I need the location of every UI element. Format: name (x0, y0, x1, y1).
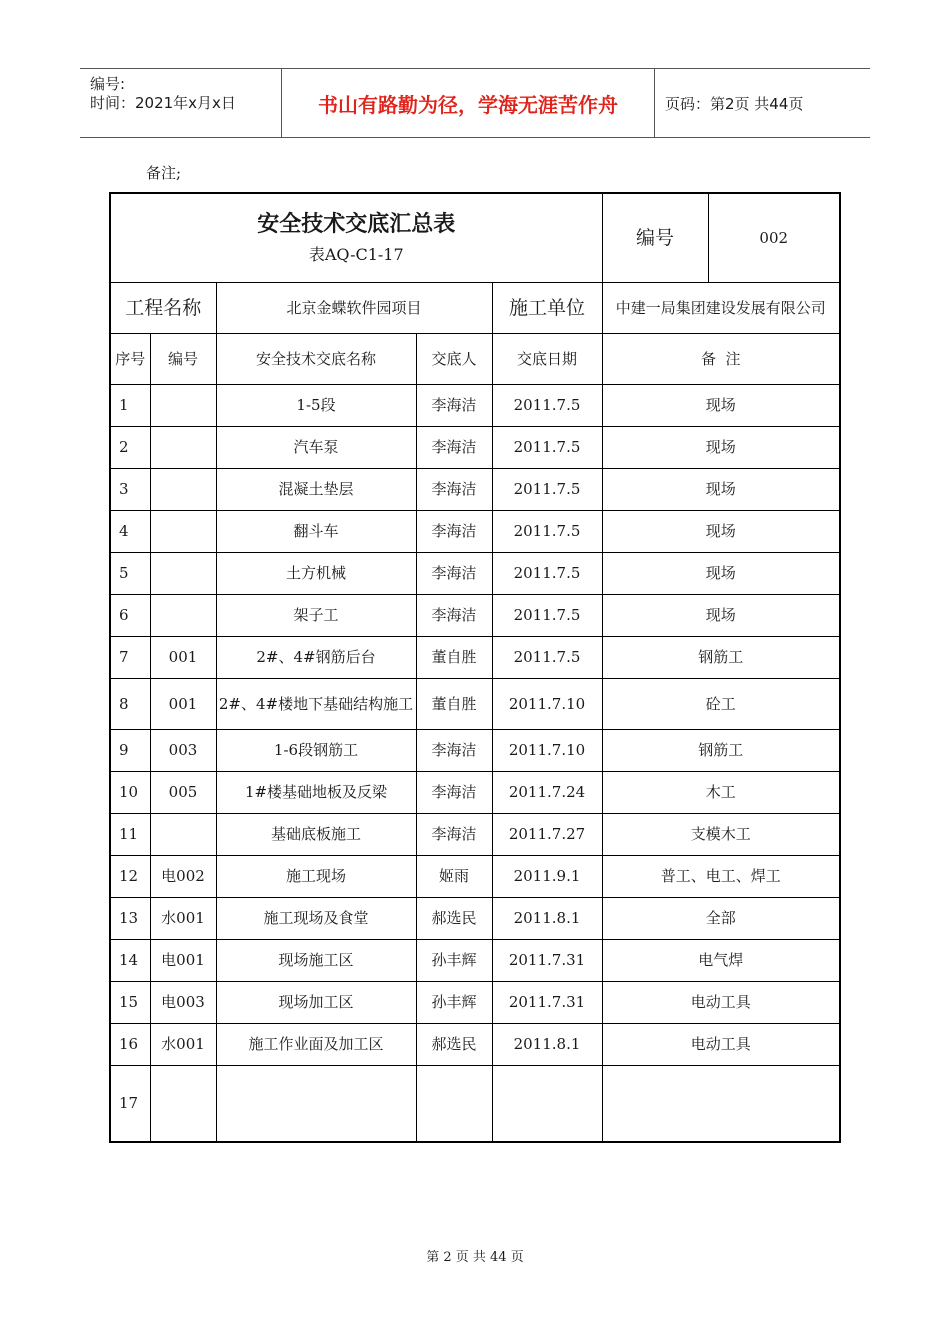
row-date: 2011.7.5 (492, 384, 602, 426)
header-number-label: 编号: (90, 75, 126, 93)
row-name: 混凝土垫层 (216, 468, 416, 510)
form-number-label: 编号 (602, 193, 708, 282)
row-seq: 10 (110, 771, 150, 813)
row-remark: 全部 (602, 897, 840, 939)
row-date: 2011.8.1 (492, 897, 602, 939)
row-person: 郝选民 (416, 1023, 492, 1065)
row-remark: 现场 (602, 594, 840, 636)
row-code: 005 (150, 771, 216, 813)
row-seq: 1 (110, 384, 150, 426)
row-code: 电002 (150, 855, 216, 897)
row-remark: 现场 (602, 468, 840, 510)
row-code (150, 1065, 216, 1142)
form-number-value: 002 (708, 193, 840, 282)
row-name: 1#楼基础地板及反梁 (216, 771, 416, 813)
row-code (150, 426, 216, 468)
column-header: 交底人 (416, 333, 492, 384)
row-remark: 现场 (602, 510, 840, 552)
row-date: 2011.7.31 (492, 939, 602, 981)
row-date: 2011.8.1 (492, 1023, 602, 1065)
row-seq: 15 (110, 981, 150, 1023)
row-date: 2011.7.10 (492, 678, 602, 729)
table-row (110, 426, 840, 468)
table-row (110, 1023, 840, 1065)
row-code: 电001 (150, 939, 216, 981)
row-seq: 2 (110, 426, 150, 468)
row-seq: 16 (110, 1023, 150, 1065)
row-remark: 钢筋工 (602, 636, 840, 678)
row-person: 李海洁 (416, 426, 492, 468)
row-remark: 电动工具 (602, 1023, 840, 1065)
row-name: 2#、4#楼地下基础结构施工 (216, 678, 416, 729)
row-name: 2#、4#钢筋后台 (216, 636, 416, 678)
row-name: 1-5段 (216, 384, 416, 426)
row-code: 水001 (150, 897, 216, 939)
row-person: 李海洁 (416, 729, 492, 771)
row-person: 李海洁 (416, 552, 492, 594)
row-code (150, 813, 216, 855)
row-person (416, 1065, 492, 1142)
table-row (110, 855, 840, 897)
row-person: 孙丰辉 (416, 981, 492, 1023)
table-row (110, 384, 840, 426)
row-person: 郝选民 (416, 897, 492, 939)
column-header-row (110, 333, 840, 384)
row-code (150, 468, 216, 510)
row-name: 翻斗车 (216, 510, 416, 552)
row-name: 汽车泵 (216, 426, 416, 468)
column-header: 备 注 (602, 333, 840, 384)
row-remark: 电气焊 (602, 939, 840, 981)
summary-table (109, 192, 841, 1143)
row-name: 现场加工区 (216, 981, 416, 1023)
form-title-cell (110, 193, 602, 282)
row-seq: 5 (110, 552, 150, 594)
row-code: 003 (150, 729, 216, 771)
table-row (110, 939, 840, 981)
row-name: 基础底板施工 (216, 813, 416, 855)
page-header (80, 68, 870, 138)
row-date: 2011.7.5 (492, 594, 602, 636)
row-seq: 14 (110, 939, 150, 981)
row-remark (602, 1065, 840, 1142)
column-header: 序号 (110, 333, 150, 384)
row-seq: 13 (110, 897, 150, 939)
row-code (150, 384, 216, 426)
table-row (110, 678, 840, 729)
table-row (110, 510, 840, 552)
row-name: 施工作业面及加工区 (216, 1023, 416, 1065)
form-title: 安全技术交底汇总表 (257, 211, 456, 237)
note-label: 备注; (146, 164, 182, 182)
table-row (110, 552, 840, 594)
row-seq: 3 (110, 468, 150, 510)
row-date: 2011.7.5 (492, 426, 602, 468)
row-remark: 钢筋工 (602, 729, 840, 771)
table-row (110, 636, 840, 678)
row-person: 李海洁 (416, 594, 492, 636)
table-row (110, 813, 840, 855)
row-person: 李海洁 (416, 510, 492, 552)
row-date: 2011.7.31 (492, 981, 602, 1023)
construction-unit-label: 施工单位 (492, 282, 602, 333)
row-date: 2011.7.5 (492, 552, 602, 594)
table-row (110, 1065, 840, 1142)
table-row (110, 594, 840, 636)
row-date: 2011.7.5 (492, 636, 602, 678)
row-seq: 11 (110, 813, 150, 855)
row-person: 李海洁 (416, 468, 492, 510)
header-motto: 书山有路勤为径，学海无涯苦作舟 (282, 69, 655, 137)
row-seq: 17 (110, 1065, 150, 1142)
table-row (110, 771, 840, 813)
row-remark: 现场 (602, 384, 840, 426)
row-code (150, 510, 216, 552)
row-code (150, 552, 216, 594)
row-name: 土方机械 (216, 552, 416, 594)
row-remark: 现场 (602, 552, 840, 594)
row-code: 水001 (150, 1023, 216, 1065)
row-remark: 支模木工 (602, 813, 840, 855)
row-remark: 普工、电工、焊工 (602, 855, 840, 897)
row-seq: 12 (110, 855, 150, 897)
row-remark: 木工 (602, 771, 840, 813)
table-row (110, 897, 840, 939)
page-footer: 第 2 页 共 44 页 (426, 1250, 524, 1265)
row-code: 001 (150, 678, 216, 729)
construction-unit-value: 中建一局集团建设发展有限公司 (602, 282, 840, 333)
row-remark: 现场 (602, 426, 840, 468)
table-row (110, 468, 840, 510)
row-name (216, 1065, 416, 1142)
header-page-number: 页码：第2页 共44页 (665, 94, 804, 113)
row-person: 孙丰辉 (416, 939, 492, 981)
row-date (492, 1065, 602, 1142)
project-name-label: 工程名称 (110, 282, 216, 333)
column-header: 安全技术交底名称 (216, 333, 416, 384)
column-header: 编号 (150, 333, 216, 384)
table-row (110, 981, 840, 1023)
row-person: 姬雨 (416, 855, 492, 897)
row-code: 电003 (150, 981, 216, 1023)
row-date: 2011.7.10 (492, 729, 602, 771)
row-remark: 电动工具 (602, 981, 840, 1023)
table-row (110, 729, 840, 771)
row-seq: 4 (110, 510, 150, 552)
row-date: 2011.7.5 (492, 510, 602, 552)
row-person: 李海洁 (416, 384, 492, 426)
row-person: 李海洁 (416, 813, 492, 855)
row-code: 001 (150, 636, 216, 678)
row-seq: 8 (110, 678, 150, 729)
form-code: 表AQ-C1-17 (308, 244, 404, 264)
row-name: 1-6段钢筋工 (216, 729, 416, 771)
row-seq: 6 (110, 594, 150, 636)
row-name: 施工现场及食堂 (216, 897, 416, 939)
column-header: 交底日期 (492, 333, 602, 384)
row-code (150, 594, 216, 636)
project-name-value: 北京金蝶软件园项目 (216, 282, 492, 333)
row-remark: 砼工 (602, 678, 840, 729)
row-name: 施工现场 (216, 855, 416, 897)
row-seq: 7 (110, 636, 150, 678)
row-seq: 9 (110, 729, 150, 771)
row-person: 李海洁 (416, 771, 492, 813)
row-name: 架子工 (216, 594, 416, 636)
row-date: 2011.9.1 (492, 855, 602, 897)
row-person: 董自胜 (416, 636, 492, 678)
row-date: 2011.7.27 (492, 813, 602, 855)
row-date: 2011.7.24 (492, 771, 602, 813)
row-person: 董自胜 (416, 678, 492, 729)
header-time: 时间：2021年x月x日 (90, 94, 236, 112)
header-meta (80, 69, 282, 137)
row-date: 2011.7.5 (492, 468, 602, 510)
row-name: 现场施工区 (216, 939, 416, 981)
